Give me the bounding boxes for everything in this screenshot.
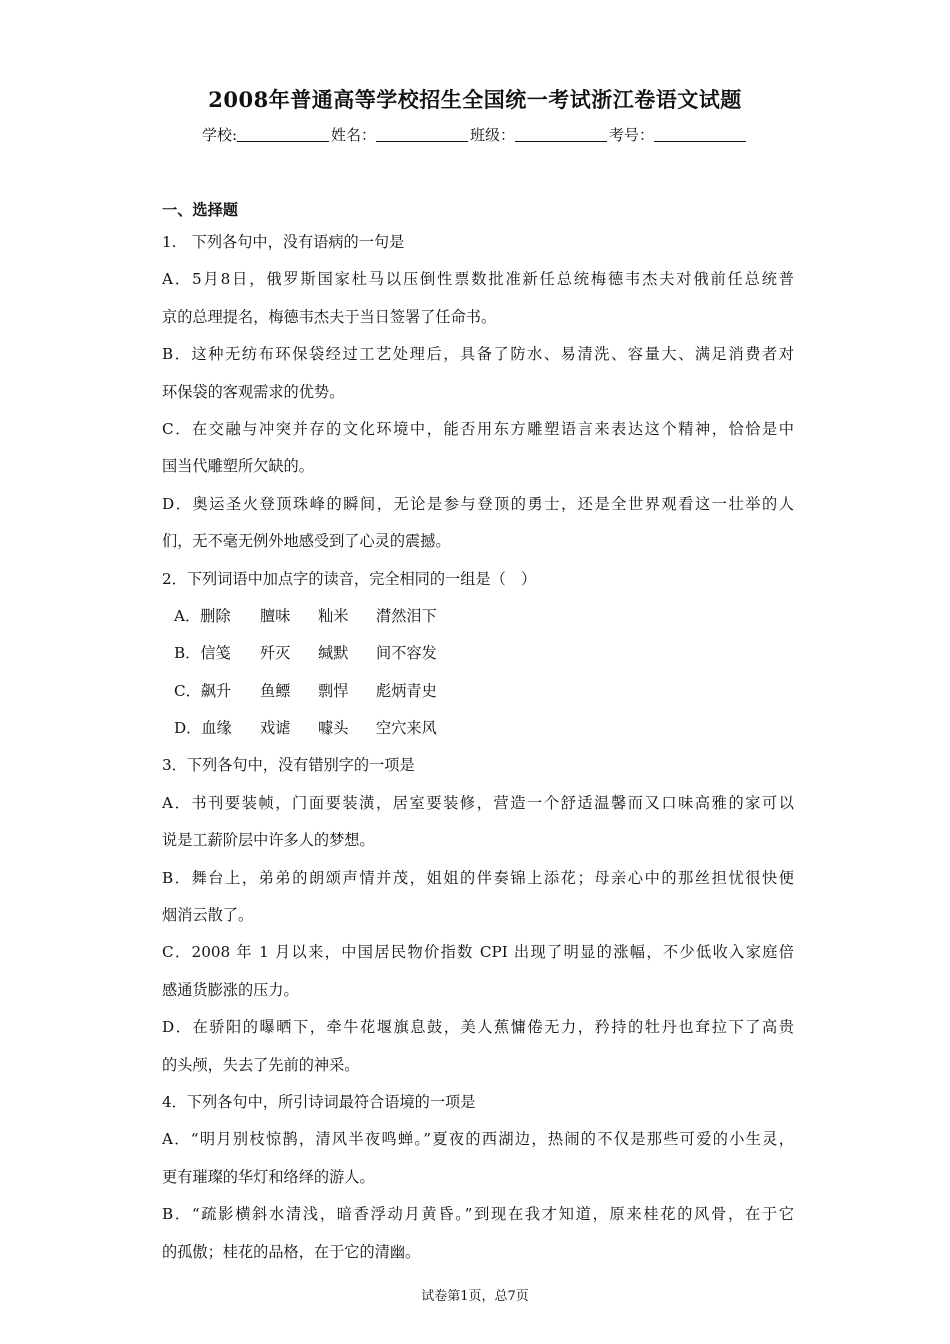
- student-info-line: [0, 124, 950, 145]
- option-word: 籼米: [318, 606, 349, 625]
- question-4-option-b: B．“疏影横斜水清浅，暗香浮动月黄昏。”到现在我才知道，原来桂花的风骨，在于它: [162, 1205, 794, 1224]
- option-word: 间不容发: [376, 644, 437, 663]
- option-word: C．飙升: [174, 681, 232, 700]
- option-word: 彪炳青史: [376, 681, 437, 700]
- question-1-option-a: A．5月8日，俄罗斯国家杜马以压倒性票数批准新任总统梅德韦杰夫对俄前任总统普: [162, 270, 794, 289]
- section-heading: 一、选择题: [162, 201, 238, 219]
- option-word: D．血缘: [174, 719, 232, 738]
- question-3-option-b: B．舞台上，弟弟的朗颂声情并茂，姐姐的伴奏锦上添花；母亲心中的那丝担忧很快便: [162, 868, 794, 887]
- question-3-option-c: C．2008 年 1 月以来，中国居民物价指数 CPI 出现了明显的涨幅，不少低收入家庭倍: [162, 943, 794, 962]
- option-word: 歼灭: [260, 644, 291, 663]
- page-footer: 试卷第1页，总7页: [421, 1289, 529, 1304]
- question-content: [162, 196, 794, 1271]
- question-3-stem: 3．下列各句中，没有错别字的一项是: [162, 756, 415, 775]
- question-4-option-b-cont: 的孤傲；桂花的品格，在于它的清幽。: [162, 1242, 421, 1261]
- question-1-option-c-cont: 国当代雕塑所欠缺的。: [162, 457, 314, 476]
- question-4-option-a: A．“明月别枝惊鹊，清风半夜鸣蝉。”夏夜的西湖边，热闹的不仅是那些可爱的小生灵，: [162, 1130, 794, 1149]
- question-3-option-d: D．在骄阳的曝晒下，牵牛花堰旗息鼓，美人蕉慵倦无力，矜持的牡丹也耷拉下了高贵: [162, 1018, 794, 1037]
- question-1-option-a-cont: 京的总理提名，梅德韦杰夫于当日签署了任命书。: [162, 307, 497, 326]
- option-word: 缄默: [318, 644, 349, 663]
- question-1-option-d: D．奥运圣火登顶珠峰的瞬间，无论是参与登顶的勇士，还是全世界观看这一壮举的人: [162, 494, 794, 513]
- option-word: 戏谑: [260, 719, 291, 738]
- question-1-option-b-cont: 环保袋的客观需求的优势。: [162, 382, 345, 401]
- option-word: 潸然泪下: [376, 606, 437, 625]
- exam-no-blank[interactable]: [654, 126, 746, 142]
- school-blank[interactable]: [237, 126, 329, 142]
- question-2-option-a: [162, 598, 794, 635]
- page-title: 2008年普通高等学校招生全国统一考试浙江卷语文试题: [208, 87, 742, 112]
- question-2-stem: 2．下列词语中加点字的读音，完全相同的一组是（ ）: [162, 569, 537, 588]
- question-1-option-b: B．这种无纺布环保袋经过工艺处理后，具备了防水、易清洗、容量大、满足消费者对: [162, 345, 794, 364]
- question-3-option-a: A．书刊要装帧，门面要装潢，居室要装修，营造一个舒适温馨而又口味高雅的家可以: [162, 793, 794, 812]
- school-label: 学校:: [201, 126, 237, 144]
- question-4-stem: 4．下列各句中，所引诗词最符合语境的一项是: [162, 1092, 476, 1111]
- question-2-option-d: [162, 710, 794, 747]
- option-word: 噱头: [318, 719, 349, 738]
- question-3-option-d-cont: 的头颅，失去了先前的神采。: [162, 1055, 360, 1074]
- question-3-option-c-cont: 感通货膨涨的压力。: [162, 980, 299, 999]
- name-blank[interactable]: [376, 126, 468, 142]
- class-blank[interactable]: [515, 126, 607, 142]
- question-2-option-b: [162, 635, 794, 672]
- option-word: 膻味: [260, 606, 291, 625]
- question-1-option-c: C．在交融与冲突并存的文化环境中，能否用东方雕塑语言来表达这个精神，恰恰是中: [162, 419, 794, 438]
- class-label: 班级：: [470, 126, 516, 144]
- option-word: 空穴来风: [376, 719, 437, 738]
- question-3-option-b-cont: 烟消云散了。: [162, 906, 254, 925]
- question-4-option-a-cont: 更有璀璨的华灯和络绎的游人。: [162, 1167, 375, 1186]
- option-word: B．信笺: [174, 644, 231, 663]
- option-word: 鱼鳔: [260, 681, 291, 700]
- option-word: 剽悍: [318, 681, 349, 700]
- question-2-option-c: [162, 673, 794, 710]
- question-1-stem: 1. 下列各句中，没有语病的一句是: [162, 233, 405, 251]
- question-1-option-d-cont: 们，无不毫无例外地感受到了心灵的震撼。: [162, 532, 451, 551]
- name-label: 姓名：: [331, 126, 377, 144]
- exam-no-label: 考号：: [609, 126, 655, 144]
- question-3-option-a-cont: 说是工薪阶层中许多人的梦想。: [162, 831, 375, 850]
- option-word: A．删除: [174, 606, 231, 625]
